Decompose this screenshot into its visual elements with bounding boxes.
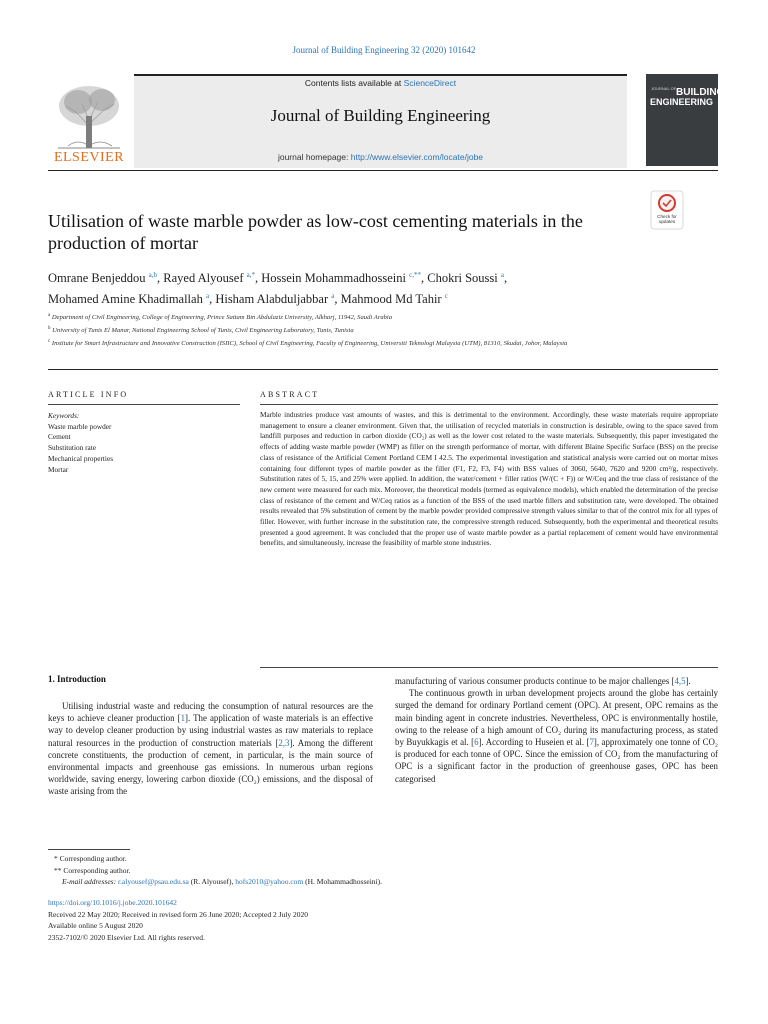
keyword: Cement: [48, 432, 71, 442]
author: Hossein Mohammadhosseini $^{c,**}$,: [261, 271, 428, 286]
cover-title-line1: BUILDING: [676, 87, 725, 98]
abstract-text: Marble industries produce vast amounts of wastes, and this is detrimental to the environment. Accordingly, these waste materials require appropriate management to ensure a cleaner environment. Given that, the utilisation of recycled materials in construction is desirable, owing to the space saved from landfill purposes and reduction in carbon dioxide (CO₂) as well as the lower cost related to the waste materials. Subsequently, this paper investigated the effects of adding waste marble powder (WMP) as filler on the strength performance of mortar, with different Blaine Specific Surface (BSS) on the precise class of resistance of the Artificial Cement Portland CEM I 42.5. The experimental investigation and statistical analysis were carried out on mortar mixes containing four different types of marble powder as the filler (F1, F2, F3, F4) with BSS values of 3060, 5640, 7620 and 9200 cm²/g, respectively. Substitution rates of 5, 15, and 25% were applied. In addition, the water/cement + filler ratios (W/(C + F)) or W/Ceq and the true class of resistance of the new cement were measured for each mix. Moreover, the theoretical models (termed as equivalence models), which enabled the determination of the precise class of resistance of the cement and W/Ceq ratios as a function of the BSS of the used marble fillers and substitution rate, were developed. The obtained results revealed that 5% substitution of cement by the marble powder provided compressive strength values similar to that of the control mix for all types of filler. However, with further increase in the substitution rate, the compressive strength reduced. Subsequently, both the experimental and theoretical results presented a good agreement. It was concluded that the proper use of waste marble powder as a partial replacement of cement would have environmental benefits, and simultaneously, increase the feasibility of marble stone industries.: [260, 410, 718, 548]
affiliation: $^b$ University of Tunis El Manar, National Engineering School of Tunis, Civil Engineering Laboratory, Tunis, Tunisia: [48, 325, 354, 334]
abstract-rule: [260, 404, 718, 405]
introduction-heading: 1. Introduction: [48, 674, 106, 684]
author-list: [48, 266, 688, 308]
contents-line: [134, 78, 627, 88]
intro-column-right: [395, 675, 718, 785]
article-info-heading: ARTICLE INFO: [48, 390, 129, 399]
keyword: Waste marble powder: [48, 421, 112, 431]
citation-link[interactable]: 6: [474, 737, 479, 748]
affiliation: $^a$ Department of Civil Engineering, College of Engineering, Prince Sattam Bin Abdulaziz University, Alkharj, 11942, Saudi Arabia: [48, 313, 393, 322]
received-dates: Received 22 May 2020; Received in revised form 26 June 2020; Accepted 2 July 2020: [48, 909, 308, 919]
contents-prefix: Contents lists available at: [304, 78, 404, 88]
citation-link[interactable]: 2,3: [278, 737, 290, 748]
doi-link[interactable]: https://doi.org/10.1016/j.jobe.2020.101642: [48, 898, 177, 907]
homepage-line: [134, 152, 627, 162]
abstract-heading: ABSTRACT: [260, 390, 320, 399]
email-link-2[interactable]: hofs2010@yahoo.com: [235, 877, 304, 887]
author: Hisham Alabduljabbar $^a$,: [215, 292, 341, 307]
article-info-rule: [48, 404, 240, 405]
intro-paragraph-right-2: The continuous growth in urban development projects around the globe has certainly surged the demand for ordinary Portland cement (OPC). At present, OPC remains as the main binding agent in concrete industries. Nevertheless, OPC is environmentally hostile, owing to the release of a high amount of CO₂ during its manufacturing process, as stated by Buyukkagis et al. [6]. According to Huseien et al. [7], approximately one tonne of CO₂ is produced for each tonne of OPC. Since the emission of CO₂ from the manufacturing of OPC is a significant factor in the production of greenhouse gases, OPC has been categorised: [395, 688, 718, 784]
author: Mahmood Md Tahir $^c$: [340, 292, 448, 307]
keyword: Substitution rate: [48, 443, 97, 453]
publisher-name: ELSEVIER: [53, 150, 125, 165]
intro-paragraph-left: Utilising industrial waste and reducing the consumption of natural resources are the keys to achieve cleaner production [1]. The application of waste materials is an effective way to develop cleaner production by using industrial wastes as raw materials to replace natural resources in the production of construction materials [2,3]. Among the different concrete constituents, the production of cement, in particular, is the main source of environmental impacts and greenhouse gas emissions. In numerous urban regions worldwide, saving energy, lowering carbon dioxide (CO₂) emissions, and the disposal of waste arising from the: [48, 701, 373, 797]
keyword: Mortar: [48, 464, 69, 474]
cover-prefix: JOURNAL OF: [651, 86, 677, 91]
author: Rayed Alyousef $^{a,*}$,: [163, 271, 262, 286]
badge-line1: Check for: [657, 214, 677, 219]
keywords-label: Keywords:: [48, 411, 80, 420]
corresponding-note-2: ** Corresponding author.: [54, 865, 131, 875]
author: Chokri Soussi $^a$,: [427, 271, 508, 286]
footnote-rule: [48, 849, 130, 850]
badge-line2: updates: [658, 219, 676, 224]
cover-title-line2: ENGINEERING: [650, 97, 714, 107]
email-link-1[interactable]: r.alyousef@psau.edu.sa: [117, 877, 189, 887]
journal-title: Journal of Building Engineering: [270, 106, 491, 125]
available-online: Available online 5 August 2020: [48, 921, 143, 931]
header-rule: [48, 170, 718, 171]
author: Omrane Benjeddou $^{a,b}$,: [48, 271, 164, 286]
abstract-bottom-rule: [260, 667, 718, 668]
publication-info: [48, 897, 708, 943]
citation-link[interactable]: 1: [180, 713, 186, 724]
homepage-prefix: journal homepage:: [277, 152, 351, 162]
keyword: Mechanical properties: [48, 453, 114, 463]
check-for-updates-icon[interactable]: [650, 190, 684, 230]
copyright: 2352-7102/© 2020 Elsevier Ltd. All rights reserved.: [48, 932, 205, 942]
citation-link[interactable]: 7: [589, 737, 594, 748]
citation-link[interactable]: 4,5: [674, 676, 686, 686]
keywords-block: [48, 411, 113, 475]
section-rule: [48, 369, 718, 370]
affiliations: [48, 311, 648, 349]
paper-title: Utilisation of waste marble powder as low-cost cementing materials in the production of mortar: [48, 211, 583, 253]
affiliation: $^c$ Institute for Smart Infrastructure and Innovative Construction (ISIIC), School of Civil Engineering, Faculty of Engineering, Universiti Teknologi Malaysia (UTM), 81310, Skudai, Johor, Malaysia: [48, 338, 568, 347]
top-citation[interactable]: Journal of Building Engineering 32 (2020) 101642: [292, 45, 476, 55]
author: Mohamed Amine Khadimallah $^a$,: [48, 292, 216, 307]
sciencedirect-link[interactable]: ScienceDirect: [403, 78, 457, 88]
corresponding-note-1: * Corresponding author.: [54, 854, 127, 863]
intro-paragraph-right-1: manufacturing of various consumer products continue to be major challenges [4,5].: [395, 676, 691, 686]
email-addresses: E-mail addresses: r.alyousef@psau.edu.sa (R. Alyousef), hofs2010@yahoo.com (H. Mohammadhosseini).: [62, 877, 382, 887]
footnotes: [48, 853, 708, 888]
homepage-link[interactable]: http://www.elsevier.com/locate/jobe: [350, 152, 484, 162]
